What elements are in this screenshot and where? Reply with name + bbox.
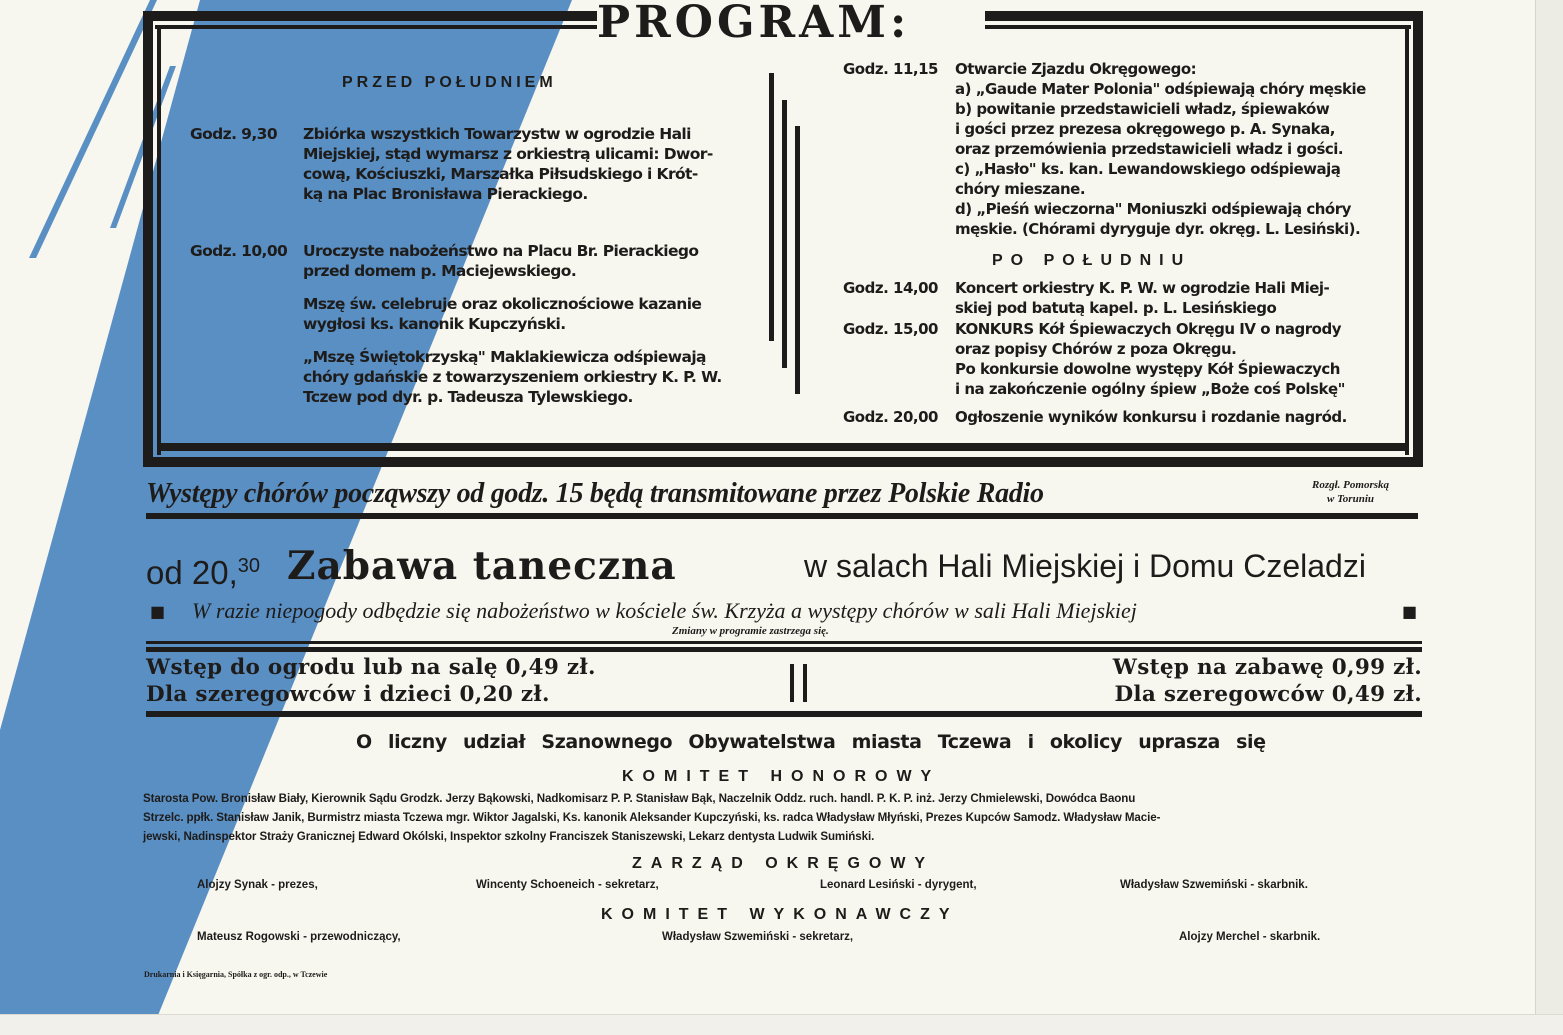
frame-right — [1413, 11, 1423, 467]
divider-bar-1 — [769, 73, 774, 341]
event-11-15 — [955, 59, 1366, 239]
blue-thin-line-left — [29, 0, 157, 258]
program-title: PROGRAM: — [597, 0, 911, 48]
tickets-left — [146, 654, 596, 708]
event-line: b) powitanie przedstawicieli władz, śpiewaków — [955, 100, 1330, 118]
ticket-line: Wstęp na zabawę 0,99 zł. — [1112, 655, 1422, 680]
event-line: ką na Plac Bronisława Pierackiego. — [303, 185, 588, 203]
ticket-line: Wstęp do ogrodu lub na salę 0,49 zł. — [146, 655, 596, 680]
weather-notice: W razie niepogody odbędzie się nabożeństwo w kościele św. Krzyża a występy chórów w sali Hali Miejskiej — [192, 598, 1137, 623]
mass-celebration — [303, 294, 701, 334]
executive-member: Władysław Szwemiński - sekretarz, — [662, 931, 854, 943]
event-line: skiej pod batutą kapel. p. L. Lesińskiego — [955, 299, 1277, 317]
event-line: Miejskiej, stąd wymarsz z orkiestrą ulicami: Dwor- — [303, 145, 713, 163]
event-line: cową, Kościuszki, Marszałka Piłsudskiego i Krót- — [303, 165, 698, 183]
event-line: Koncert orkiestry K. P. W. w ogrodzie Hali Miej- — [955, 279, 1330, 297]
mass-choirs — [303, 347, 722, 407]
event-line: oraz przemówienia przedstawicieli władz i gości. — [955, 140, 1344, 158]
event-line: chóry mieszane. — [955, 180, 1086, 198]
event-line: a) „Gaude Mater Polonia" odśpiewają chóry męskie — [955, 80, 1366, 98]
event-line: Po konkursie dowolne występy Kół Śpiewaczych — [955, 360, 1340, 378]
executive-member: Alojzy Merchel - skarbnik. — [1179, 931, 1321, 943]
event-line: Otwarcie Zjazdu Okręgowego: — [955, 60, 1197, 78]
honorary-heading: KOMITET HONOROWY — [622, 768, 941, 785]
tickets-top-rule — [146, 641, 1422, 644]
executive-member: Mateusz Rogowski - przewodniczący, — [197, 931, 401, 943]
time-10-00: Godz. 10,00 — [190, 242, 288, 260]
bullet-left: ■ — [150, 602, 166, 621]
event-20-00: Ogłoszenie wyników konkursu i rozdanie nagród. — [955, 408, 1347, 426]
event-10-00 — [303, 241, 698, 281]
event-9-30 — [303, 124, 713, 204]
dance-line — [146, 540, 260, 599]
dance-time-minutes: 30 — [237, 555, 260, 577]
honorary-members — [143, 789, 1160, 846]
executive-heading: KOMITET WYKONAWCZY — [601, 906, 959, 923]
frame-top-left-inner — [155, 25, 597, 29]
paper-edge — [1535, 0, 1563, 1035]
event-line: Uroczyste nabożeństwo na Placu Br. Pierackiego — [303, 242, 699, 260]
dance-title: Zabawa taneczna — [287, 543, 677, 589]
dance-time: od 20, — [146, 554, 238, 591]
frame-left-inner — [157, 25, 161, 455]
frame-top-right-inner — [985, 25, 1411, 29]
ticket-line: Dla szeregowców 0,49 zł. — [1114, 682, 1422, 707]
honorary-line: jewski, Nadinspektor Straży Granicznej Edward Okólski, Inspektor szkolny Franciszek Staniszewski, Lekarz dentysta Ludwik Sumiński. — [143, 830, 875, 843]
district-member: Władysław Szwemiński - skarbnik. — [1120, 879, 1308, 891]
event-line: oraz popisy Chórów z poza Okręgu. — [955, 340, 1237, 358]
event-line: d) „Pieśń wieczorna" Moniuszki odśpiewają chóry — [955, 200, 1351, 218]
frame-top-right — [985, 11, 1423, 21]
frame-bottom-inner — [157, 443, 1409, 451]
appeal-text: O liczny udział Szanownego Obywatelstwa miasta Tczewa i okolicy uprasza się — [356, 731, 1266, 753]
district-member: Alojzy Synak - prezes, — [197, 879, 318, 891]
district-member: Wincenty Schoeneich - sekretarz, — [476, 879, 659, 891]
event-line: i na zakończenie ogólny śpiew „Boże coś Polskę" — [955, 380, 1345, 398]
afternoon-heading: PO POŁUDNIU — [992, 252, 1192, 269]
divider-bar-3 — [795, 126, 800, 394]
event-line: c) „Hasło" ks. kan. Lewandowskiego odśpiewają — [955, 160, 1341, 178]
event-line: Zbiórka wszystkich Towarzystw w ogrodzie Hali — [303, 125, 691, 143]
district-heading: ZARZĄD OKRĘGOWY — [632, 855, 935, 872]
event-line: KONKURS Kół Śpiewaczych Okręgu IV o nagrody — [955, 320, 1341, 338]
event-14-00 — [955, 278, 1329, 318]
dance-venue: w salach Hali Miejskiej i Domu Czeladzi — [804, 548, 1366, 584]
event-line: przed domem p. Maciejewskiego. — [303, 262, 577, 280]
district-member: Leonard Lesiński - dyrygent, — [820, 879, 977, 891]
frame-top-left — [143, 11, 597, 21]
tickets-divider-2 — [803, 664, 807, 702]
radio-note-line: w Toruniu — [1327, 493, 1374, 505]
tickets-right — [1113, 654, 1422, 708]
frame-right-inner — [1405, 25, 1409, 455]
morning-heading: PRZED POŁUDNIEM — [342, 74, 557, 91]
event-line: chóry gdańskie z towarzyszeniem orkiestry K. P. W. — [303, 368, 722, 386]
radio-note-line: Rozgł. Pomorską — [1312, 479, 1390, 491]
radio-underline — [146, 513, 1418, 519]
radio-announcement: Występy chórów począwszy od godz. 15 będą transmitowane przez Polskie Radio — [146, 478, 1044, 509]
event-line: Mszę św. celebruje oraz okolicznościowe kazanie — [303, 295, 702, 313]
honorary-line: Strzelc. ppłk. Stanisław Janik, Burmistrz miasta Tczewa mgr. Wiktor Jagalski, Ks. kanonik Aleksander Kupczyński, ks. radca Władysław Młyński, Prezes Kupców Samodz. Władysław Macie- — [143, 811, 1161, 824]
event-15-00 — [955, 319, 1345, 399]
radio-station-note — [1312, 478, 1389, 506]
time-20-00: Godz. 20,00 — [843, 408, 938, 426]
tickets-bottom-rule — [146, 711, 1422, 717]
frame-bottom — [143, 457, 1423, 467]
time-14-00: Godz. 14,00 — [843, 279, 938, 297]
program-changes-note: Zmiany w programie zastrzega się. — [672, 625, 829, 637]
honorary-line: Starosta Pow. Bronisław Biały, Kierownik Sądu Grodzk. Jerzy Bąkowski, Nadkomisarz P. P. Stanisław Bąk, Naczelnik Oddz. ruch. handl. P. K. P. inż. Jerzy Chmielewski, Dowódca Baonu — [143, 792, 1136, 805]
divider-bar-2 — [782, 100, 787, 368]
event-line: i gości przez prezesa okręgowego p. A. Synaka, — [955, 120, 1335, 138]
time-15-00: Godz. 15,00 — [843, 320, 938, 338]
event-line: „Mszę Świętokrzyską" Maklakiewicza odśpiewają — [303, 348, 706, 366]
event-line: Tczew pod dyr. p. Tadeusza Tylewskiego. — [303, 388, 633, 406]
frame-left — [143, 11, 153, 467]
paper-bottom-edge — [0, 1014, 1563, 1035]
time-9-30: Godz. 9,30 — [190, 125, 278, 143]
ticket-line: Dla szeregowców i dzieci 0,20 zł. — [146, 682, 550, 707]
event-line: męskie. (Chórami dyryguje dyr. okręg. L. Lesiński). — [955, 220, 1361, 238]
event-line: wygłosi ks. kanonik Kupczyński. — [303, 315, 566, 333]
bullet-right: ■ — [1402, 602, 1418, 621]
printer-imprint: Drukarnia i Księgarnia, Spółka z ogr. odp., w Tczewie — [144, 970, 328, 979]
time-11-15: Godz. 11,15 — [843, 60, 938, 78]
tickets-divider-1 — [790, 664, 794, 702]
tickets-top-rule-2 — [146, 647, 1422, 652]
